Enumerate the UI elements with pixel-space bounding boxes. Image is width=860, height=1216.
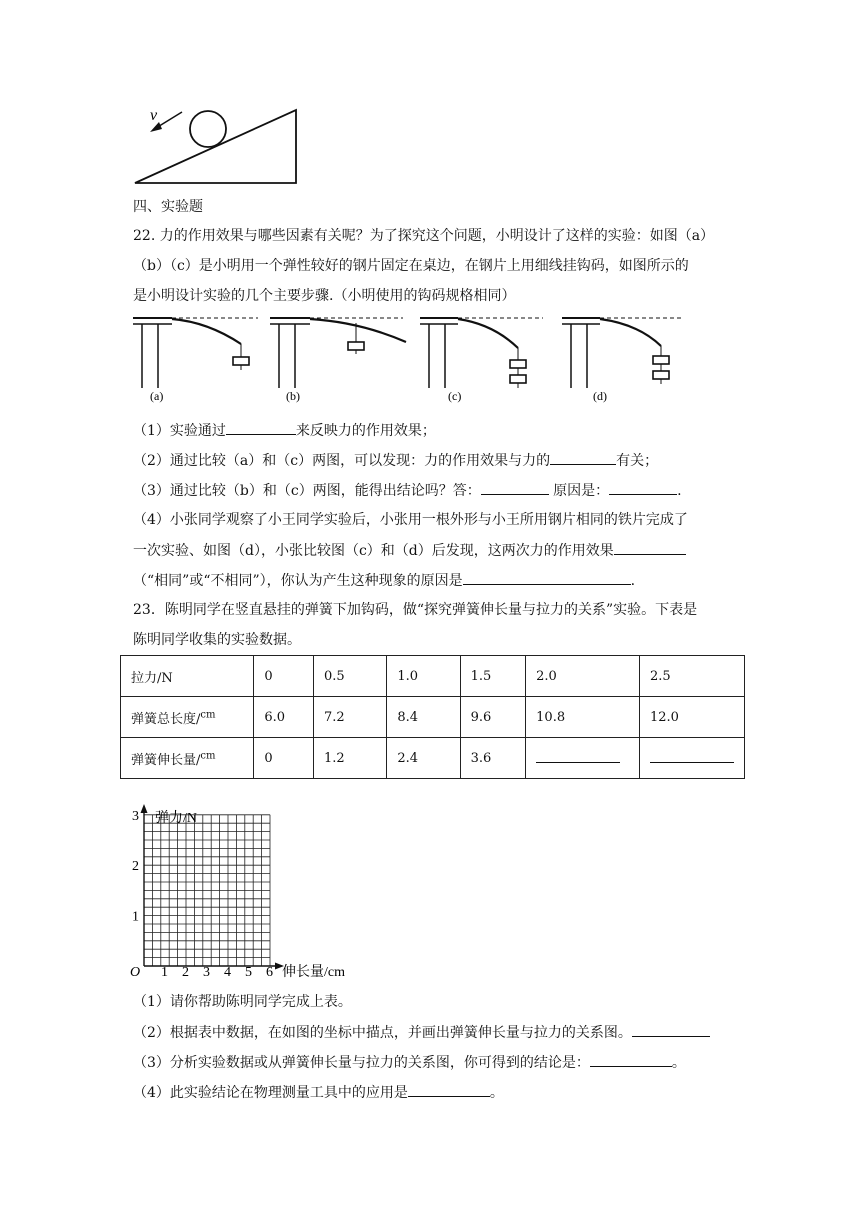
- q22-part-3-blank-1[interactable]: [481, 480, 549, 495]
- table-cell: 0: [254, 656, 314, 697]
- table-cell: 1.5: [460, 656, 526, 697]
- y-tick-label: 1: [132, 909, 139, 925]
- table-cell: 1.2: [313, 738, 386, 779]
- figure-c: [420, 318, 543, 403]
- steel-strip-figures: [128, 310, 688, 410]
- q22-part-1-blank[interactable]: [226, 420, 296, 435]
- incline-ramp: [135, 110, 296, 183]
- q22-part-4-line-1: （4）小张同学观察了小王同学实验后，小张用一根外形与小王所用钢片相同的铁片完成了: [133, 512, 688, 528]
- q22-stem-line-1: 22. 力的作用效果与哪些因素有关呢？为了探究这个问题，小明设计了这样的实验：如图（a）: [133, 228, 715, 244]
- table-row-elongation: [121, 738, 745, 779]
- table-cell: 8.4: [387, 697, 460, 738]
- figure-a: [133, 318, 258, 403]
- row-label: 弹簧总长度/$^{cm}$: [121, 697, 254, 738]
- origin-label: O: [130, 965, 141, 980]
- q23-part-2: （2）根据表中数据，在如图的坐标中描点，并画出弹簧伸长量与拉力的关系图。: [133, 1022, 710, 1043]
- table-cell: 2.4: [387, 738, 460, 779]
- section-heading: 四、实验题: [133, 199, 203, 215]
- q22-part-2-blank[interactable]: [550, 450, 616, 465]
- force-elongation-graph[interactable]: [126, 800, 366, 985]
- row-label: 弹簧伸长量/$^{cm}$: [121, 738, 254, 779]
- figure-d-label: (d): [593, 389, 607, 403]
- q23-part-1: （1）请你帮助陈明同学完成上表。: [133, 994, 352, 1010]
- velocity-label: v: [150, 107, 158, 124]
- figure-b: [270, 318, 406, 403]
- x-tick-label: 3: [203, 965, 210, 980]
- table-cell: 0.5: [313, 656, 386, 697]
- q22-part-4-line-2: 一次实验、如图（d），小张比较图（c）和（d）后发现，这两次力的作用效果: [133, 540, 686, 561]
- q22-part-1: （1）实验通过 来反映力的作用效果；: [133, 420, 436, 441]
- incline-figure: [130, 100, 305, 190]
- y-tick-label: 2: [132, 859, 139, 875]
- table-cell: 3.6: [460, 738, 526, 779]
- q23-part-3: （3）分析实验数据或从弹簧伸长量与拉力的关系图，你可得到的结论是： 。: [133, 1052, 686, 1073]
- x-tick-label: 6: [266, 965, 273, 980]
- y-axis-arrow: [141, 804, 148, 813]
- figure-c-label: (c): [448, 389, 462, 403]
- y-tick-labels: [132, 809, 139, 925]
- table-cell: 2.5: [639, 656, 744, 697]
- q23-part-4-blank[interactable]: [408, 1082, 490, 1097]
- q22-stem-line-3: 是小明设计实验的几个主要步骤.（小明使用的钩码规格相同）: [133, 288, 516, 304]
- q23-part-4: （4）此实验结论在物理测量工具中的应用是 。: [133, 1082, 504, 1103]
- q22-part-4-line-3: （“相同”或“不相同”），你认为产生这种现象的原因是 .: [133, 570, 635, 591]
- x-tick-label: 2: [182, 965, 189, 980]
- incline-ball: [190, 111, 226, 147]
- q23-part-2-blank[interactable]: [632, 1022, 710, 1037]
- q23-stem-line-1: 23．陈明同学在竖直悬挂的弹簧下加钩码，做“探究弹簧伸长量与拉力的关系”实验。下表是: [133, 602, 698, 618]
- x-tick-labels: [161, 965, 273, 980]
- table-cell: 0: [254, 738, 314, 779]
- y-axis-label: 弹力/N: [155, 811, 197, 826]
- x-tick-label: 5: [245, 965, 252, 980]
- q22-stem-line-2: （b）（c）是小明用一个弹性较好的钢片固定在桌边，在钢片上用细线挂钩码，如图所示的: [133, 258, 689, 274]
- spring-data-table: [120, 655, 745, 779]
- table-blank-cell[interactable]: [639, 738, 744, 779]
- grid-lines: [144, 815, 270, 966]
- table-row-total-length: [121, 697, 745, 738]
- table-cell: 1.0: [387, 656, 460, 697]
- y-tick-label: 3: [132, 808, 139, 824]
- table-blank-cell[interactable]: [526, 738, 640, 779]
- q23-stem-line-2: 陈明同学收集的实验数据。: [133, 632, 301, 648]
- table-cell: 7.2: [313, 697, 386, 738]
- q22-part-4-blank-2[interactable]: [463, 570, 631, 585]
- table-row-force: [121, 656, 745, 697]
- figure-d: [562, 318, 683, 403]
- row-label: 拉力/N: [121, 656, 254, 697]
- table-cell: 9.6: [460, 697, 526, 738]
- x-tick-label: 1: [161, 965, 168, 980]
- q22-part-2: （2）通过比较（a）和（c）两图，可以发现：力的作用效果与力的 有关；: [133, 450, 658, 471]
- q22-part-3: （3）通过比较（b）和（c）两图，能得出结论吗？答： 原因是： .: [133, 480, 682, 501]
- table-cell: 12.0: [639, 697, 744, 738]
- table-cell: 6.0: [254, 697, 314, 738]
- q22-part-4-blank-1[interactable]: [614, 540, 686, 555]
- q23-part-3-blank[interactable]: [590, 1052, 672, 1067]
- figure-b-label: (b): [286, 389, 300, 403]
- table-cell: 2.0: [526, 656, 640, 697]
- q22-part-3-blank-2[interactable]: [609, 480, 677, 495]
- x-tick-label: 4: [224, 965, 231, 980]
- x-axis-label: 伸长量/cm: [282, 965, 345, 980]
- figure-a-label: (a): [150, 389, 164, 403]
- table-cell: 10.8: [526, 697, 640, 738]
